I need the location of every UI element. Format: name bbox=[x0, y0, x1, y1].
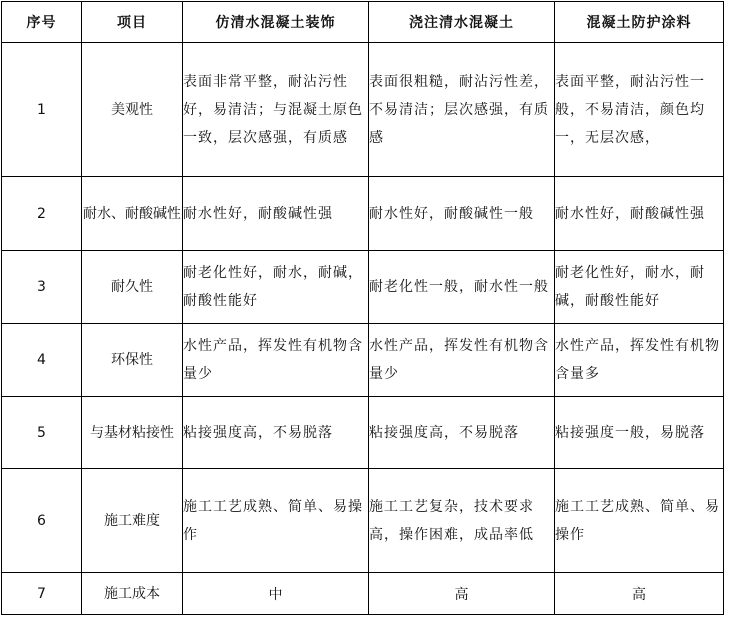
header-index: 序号 bbox=[2, 2, 82, 43]
cell-coating: 高 bbox=[555, 573, 724, 615]
cell-cast: 表面很粗糙，耐沾污性差，不易清洁；层次感强，有质感 bbox=[369, 43, 555, 177]
table-row bbox=[2, 469, 724, 573]
row-item: 美观性 bbox=[82, 43, 183, 177]
cell-coating: 表面平整，耐沾污性一般，不易清洁，颜色均一，无层次感， bbox=[555, 43, 724, 177]
cell-imitation: 中 bbox=[183, 573, 369, 615]
cell-imitation: 耐老化性好，耐水，耐碱，耐酸性能好 bbox=[183, 251, 369, 324]
row-index: 4 bbox=[2, 324, 82, 397]
header-imitation-fair-faced: 仿清水混凝土装饰 bbox=[183, 2, 369, 43]
header-row bbox=[2, 2, 724, 43]
header-item: 项目 bbox=[82, 2, 183, 43]
row-index: 1 bbox=[2, 43, 82, 177]
comparison-table bbox=[1, 1, 724, 615]
cell-coating: 耐老化性好，耐水，耐碱，耐酸性能好 bbox=[555, 251, 724, 324]
table-row bbox=[2, 251, 724, 324]
table-row bbox=[2, 324, 724, 397]
cell-imitation: 施工工艺成熟、简单、易操作 bbox=[183, 469, 369, 573]
table-row bbox=[2, 43, 724, 177]
table-row bbox=[2, 573, 724, 615]
cell-cast: 耐水性好，耐酸碱性一般 bbox=[369, 177, 555, 251]
table-row bbox=[2, 177, 724, 251]
cell-coating: 粘接强度一般，易脱落 bbox=[555, 397, 724, 469]
row-index: 2 bbox=[2, 177, 82, 251]
row-item: 施工成本 bbox=[82, 573, 183, 615]
cell-coating: 施工工艺成熟、简单、易操作 bbox=[555, 469, 724, 573]
header-cast-fair-faced: 浇注清水混凝土 bbox=[369, 2, 555, 43]
row-item: 环保性 bbox=[82, 324, 183, 397]
header-protective-coating: 混凝土防护涂料 bbox=[555, 2, 724, 43]
cell-coating: 水性产品，挥发性有机物含量多 bbox=[555, 324, 724, 397]
row-item: 与基材粘接性 bbox=[82, 397, 183, 469]
row-index: 3 bbox=[2, 251, 82, 324]
cell-imitation: 粘接强度高，不易脱落 bbox=[183, 397, 369, 469]
row-index: 5 bbox=[2, 397, 82, 469]
row-index: 6 bbox=[2, 469, 82, 573]
cell-imitation: 表面非常平整，耐沾污性好，易清洁；与混凝土原色一致，层次感强，有质感 bbox=[183, 43, 369, 177]
cell-coating: 耐水性好，耐酸碱性强 bbox=[555, 177, 724, 251]
row-item: 耐水、耐酸碱性 bbox=[82, 177, 183, 251]
cell-cast: 粘接强度高，不易脱落 bbox=[369, 397, 555, 469]
cell-cast: 水性产品，挥发性有机物含量少 bbox=[369, 324, 555, 397]
cell-imitation: 耐水性好，耐酸碱性强 bbox=[183, 177, 369, 251]
row-item: 耐久性 bbox=[82, 251, 183, 324]
cell-cast: 高 bbox=[369, 573, 555, 615]
cell-cast: 耐老化性一般，耐水性一般 bbox=[369, 251, 555, 324]
cell-imitation: 水性产品，挥发性有机物含量少 bbox=[183, 324, 369, 397]
row-index: 7 bbox=[2, 573, 82, 615]
row-item: 施工难度 bbox=[82, 469, 183, 573]
cell-cast: 施工工艺复杂，技术要求高，操作困难，成品率低 bbox=[369, 469, 555, 573]
table-row bbox=[2, 397, 724, 469]
